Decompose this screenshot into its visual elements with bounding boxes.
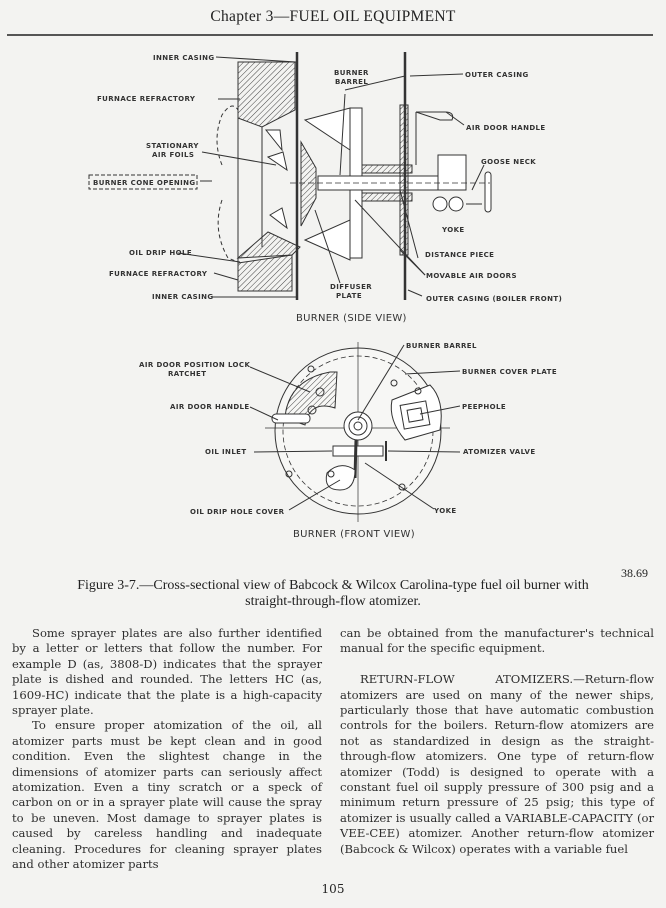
furnace-refractory-bottom [238, 255, 292, 291]
front-air-door-handle [272, 414, 310, 423]
label-oil-inlet: OIL INLET [205, 448, 247, 456]
label-inner-casing-top: INNER CASING [153, 54, 215, 62]
burner-figure [0, 38, 666, 563]
label-oil-drip-hole-cover: OIL DRIP HOLE COVER [190, 508, 285, 516]
atomizer-assembly [333, 446, 383, 456]
furnace-refractory-top [238, 62, 295, 127]
page-number: 105 [321, 882, 345, 896]
label-oil-drip-hole: OIL DRIP HOLE [129, 249, 193, 257]
label-stationary-air-foils-2: AIR FOILS [152, 151, 195, 159]
side-view-title: BURNER (SIDE VIEW) [296, 313, 407, 324]
label-burner-barrel: BURNER [334, 69, 369, 77]
label-furnace-refractory-top: FURNACE REFRACTORY [97, 95, 196, 103]
front-view-title: BURNER (FRONT VIEW) [293, 529, 415, 540]
label-peephole: PEEPHOLE [462, 403, 507, 411]
paragraph: Some sprayer plates are also further identified by a letter or letters that follow the number. For example D (as, 3808-D) indicates that the sprayer plate is dished and rounded. The letters HC (as, 1609-HC) indicate that the plate is a high-capacity sprayer plate. [12, 626, 322, 718]
label-ratchet: RATCHET [168, 370, 207, 378]
air-foil [266, 130, 282, 150]
air-foil [268, 152, 287, 170]
paragraph: RETURN-FLOW ATOMIZERS.—Return-flow atomizers are used on many of the newer ships, particularly those that have automatic combustion controls for the boilers. Return-flow atomizers are not as standardized in design as the straight-through-flow atomizers. One type of return-flow atomizer (Todd) is designed to operate with a constant fuel oil supply pressure of 300 psig and a minimum return pressure of 25 psig; this type of atomizer is usually called a VARIABLE-CAPACITY (or VEE-CEE) atomizer. Another return-flow atomizer (Babcock & Wilcox) operates with a variable fuel [340, 672, 654, 856]
label-outer-casing-boiler-front: OUTER CASING (BOILER FRONT) [426, 295, 563, 303]
label-stationary-air-foils: STATIONARY [146, 142, 199, 150]
label-inner-casing-bottom: INNER CASING [152, 293, 214, 301]
paragraph: To ensure proper atomization of the oil, all atomizer parts must be kept clean and in good condition. Even the slightest change in the dimensions of atomizer parts can seriously affect atomization. Even a tiny scratch or a speck of carbon on or in a sprayer plate will cause the spray to be uneven. Most damage to sprayer plates is caused by careless handling and inadequate cleaning. Procedures for cleaning sprayer plates and other atomizer parts [12, 718, 322, 872]
paragraph: can be obtained from the manufacturer's technical manual for the specific equipment. [340, 626, 654, 656]
figure-number: 38.69 [621, 566, 648, 580]
oil-drip-hole-cover [326, 466, 355, 490]
left-column [12, 626, 322, 873]
chapter-header: Chapter 3—FUEL OIL EQUIPMENT [210, 8, 456, 25]
caption-line-1: Figure 3-7.—Cross-sectional view of Babcock & Wilcox Carolina-type fuel oil burner with [77, 578, 589, 593]
caption-line-2: straight-through-flow atomizer. [245, 594, 421, 609]
label-front-yoke: YOKE [434, 507, 457, 515]
label-burner-cover-plate: BURNER COVER PLATE [462, 368, 558, 376]
header-rule [7, 34, 653, 36]
label-atomizer-valve: ATOMIZER VALVE [463, 448, 536, 456]
air-foil [270, 208, 287, 228]
label-burner-barrel-2: BARREL [335, 78, 369, 86]
label-diffuser-plate: DIFFUSER [330, 283, 373, 291]
label-distance-piece: DISTANCE PIECE [425, 251, 495, 259]
label-goose-neck: GOOSE NECK [481, 158, 537, 166]
label-burner-cone-opening: BURNER CONE OPENING [93, 179, 196, 187]
label-yoke: YOKE [442, 226, 465, 234]
label-front-air-door-handle: AIR DOOR HANDLE [170, 403, 250, 411]
label-diffuser-plate-2: PLATE [336, 292, 363, 300]
label-air-door-handle: AIR DOOR HANDLE [466, 124, 546, 132]
peephole [400, 401, 430, 429]
label-outer-casing: OUTER CASING [465, 71, 529, 79]
diffuser-cone [301, 142, 316, 226]
side-view-drawing [178, 52, 491, 300]
label-front-burner-barrel: BURNER BARREL [406, 342, 477, 350]
figure-caption [40, 578, 626, 610]
goose-neck [438, 155, 466, 190]
right-column [340, 626, 654, 857]
label-furnace-refractory-bottom: FURNACE REFRACTORY [109, 270, 208, 278]
front-view-drawing [250, 342, 460, 522]
label-air-door-position-lock: AIR DOOR POSITION LOCK [139, 361, 251, 369]
label-movable-air-doors: MOVABLE AIR DOORS [426, 272, 517, 280]
